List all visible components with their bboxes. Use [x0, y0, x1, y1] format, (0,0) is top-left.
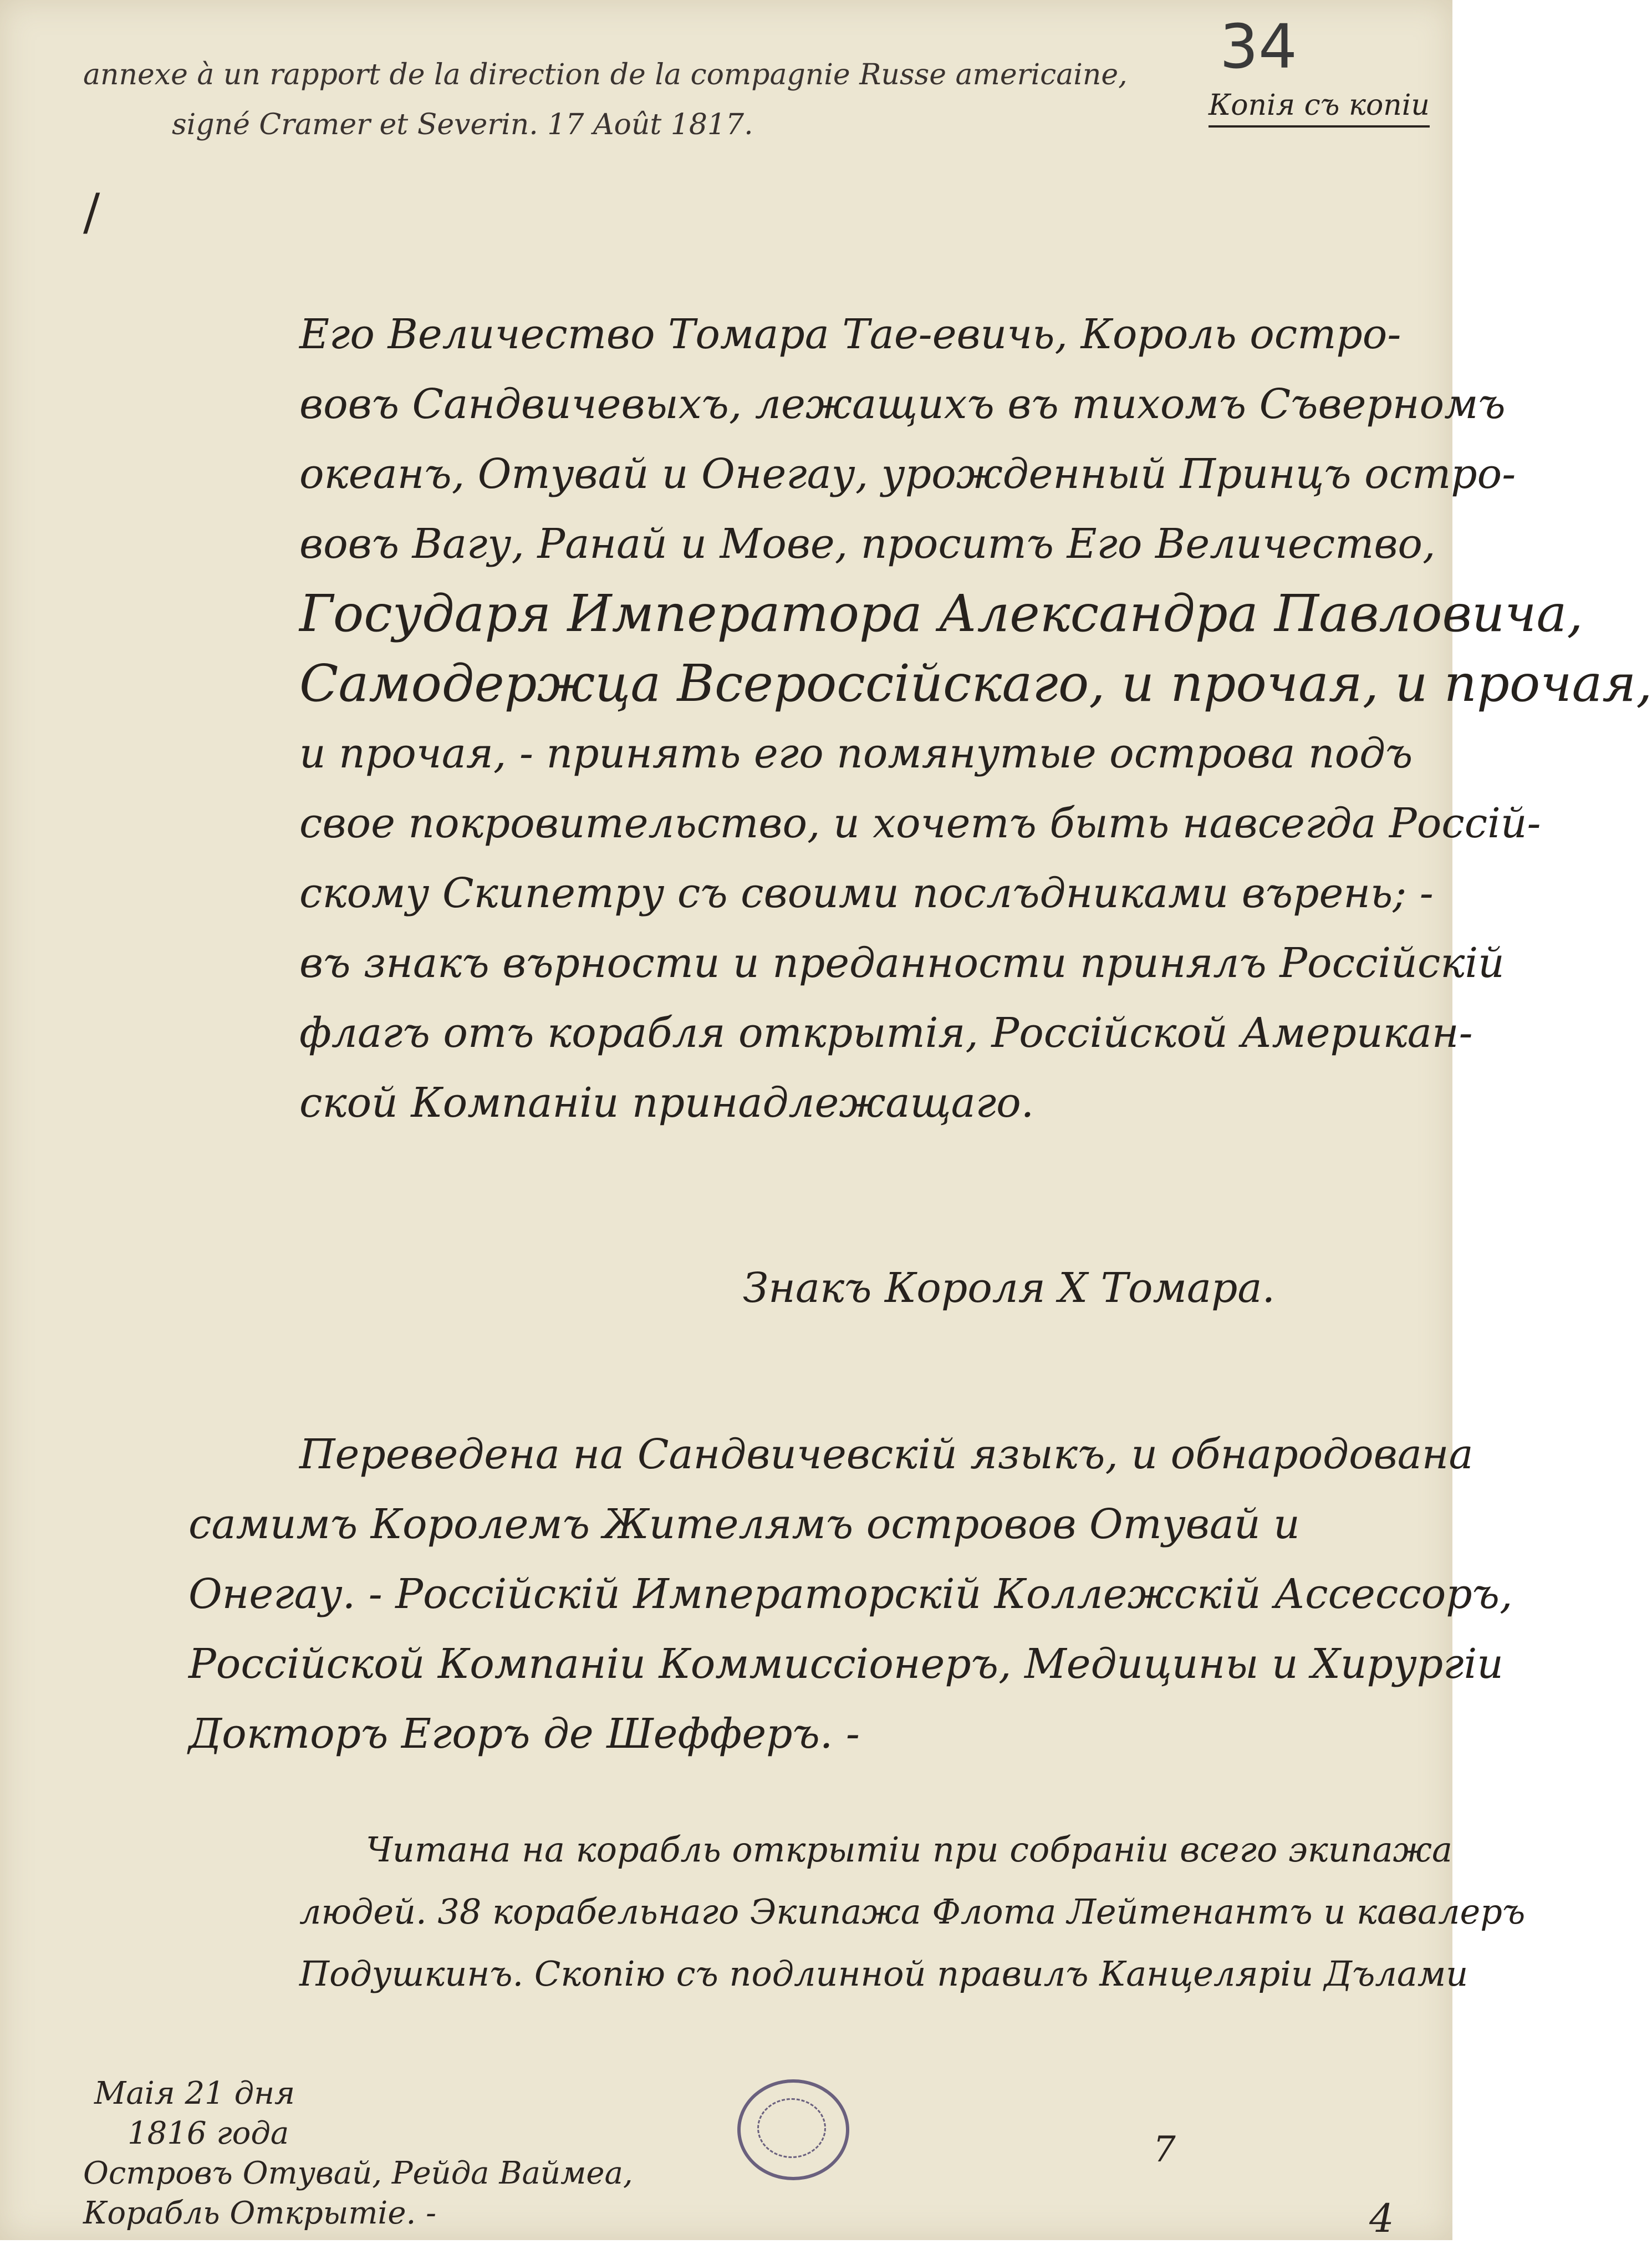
text-line: Его Величество Томара Тае-евичь, Король остро-	[299, 311, 1401, 358]
place-date-line: Корабль Открытіе. -	[83, 2195, 436, 2231]
body-paragraph-2	[188, 1419, 1513, 1769]
text-line: Подушкинъ. Скопію съ подлинной правилъ Канцеляріи Дълами	[299, 1953, 1469, 1994]
margin-note	[83, 50, 1128, 150]
copy-label: Копія съ копіи	[1209, 89, 1430, 128]
body-paragraph-3	[299, 1819, 1526, 2005]
text-line: ской Компаніи принадлежащаго.	[299, 1079, 1034, 1127]
text-line: Самодержца Всероссійскаго, и прочая, и прочая,	[299, 654, 1652, 713]
margin-note-line-1: annexe à un rapport de la direction de la compagnie Russe americaine,	[83, 58, 1128, 91]
place-date-line: 1816 года	[128, 2115, 289, 2151]
body-paragraph-1	[299, 299, 1652, 1138]
text-line: Онегау. - Россійскій Императорскій Коллежскій Ассессоръ,	[188, 1570, 1513, 1618]
text-line: и прочая, - принять его помянутые острова подъ	[299, 730, 1413, 777]
text-line: вовъ Вагу, Ранай и Мове, проситъ Его Величество,	[299, 520, 1436, 568]
text-line: океанъ, Отувай и Онегау, урожденный Принцъ остро-	[299, 450, 1516, 498]
place-date-note	[83, 2074, 633, 2233]
folio-number: 34	[1220, 11, 1297, 82]
margin-note-line-2: signé Cramer et Severin. 17 Août 1817.	[172, 108, 753, 141]
text-line: флагъ отъ корабля открытія, Россійской Американ-	[299, 1009, 1473, 1057]
text-line: Читана на корабль открытіи при собраніи всего экипажа	[366, 1829, 1452, 1870]
text-line: Государя Императора Александра Павловича,	[299, 584, 1583, 643]
page-number-corner: 4	[1369, 2196, 1394, 2241]
tick-mark: /	[83, 183, 100, 241]
text-line: скому Скипетру съ своими послъдниками върень; -	[299, 869, 1434, 917]
text-line: Переведена на Сандвичевскій языкъ, и обнародована	[299, 1431, 1473, 1478]
archive-stamp	[737, 2079, 849, 2180]
text-line: свое покровительство, и хочетъ быть навсегда Россій-	[299, 800, 1541, 847]
page-number-mid: 7	[1153, 2129, 1176, 2170]
place-date-line: Маія 21 дня	[94, 2075, 295, 2111]
text-line: въ знакъ върности и преданности принялъ Россійскій	[299, 939, 1505, 987]
text-line: вовъ Сандвичевыхъ, лежащихъ въ тихомъ Съверномъ	[299, 380, 1506, 428]
text-line: людей. 38 корабельнаго Экипажа Флота Лейтенантъ и кавалеръ	[299, 1891, 1526, 1932]
king-sign: Знакъ Короля Х Томара.	[743, 1264, 1275, 1312]
text-line: самимъ Королемъ Жителямъ островов Отувай и	[188, 1500, 1300, 1548]
text-line: Докторъ Егоръ де Шефферъ. -	[188, 1710, 860, 1758]
place-date-line: Островъ Отувай, Рейда Ваймеа,	[83, 2155, 633, 2191]
text-line: Россійской Компаніи Коммиссіонеръ, Медицины и Хирургіи	[188, 1640, 1503, 1688]
